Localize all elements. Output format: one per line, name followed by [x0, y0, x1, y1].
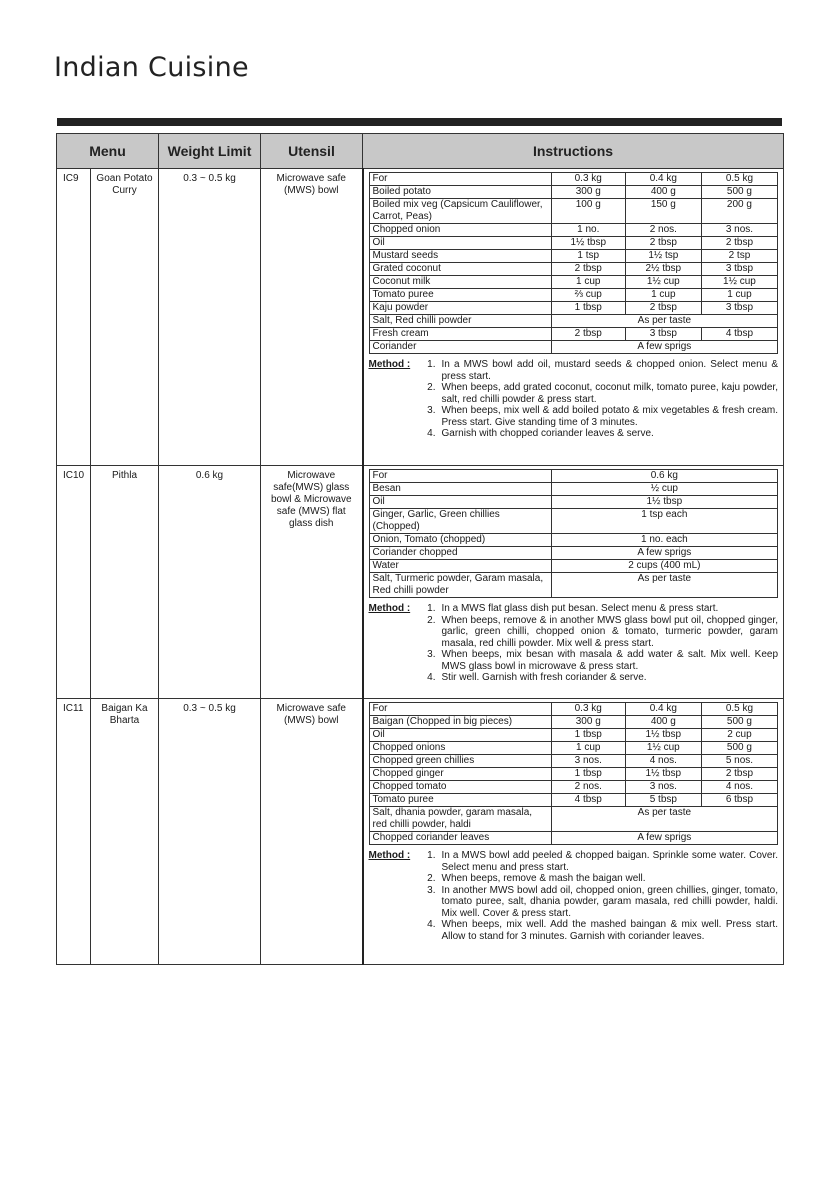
- method-step: [421, 405, 779, 428]
- ingredient-amount: 200 g: [701, 199, 777, 224]
- ingredient-amount: 2½ tbsp: [625, 263, 701, 276]
- method-section: [369, 603, 779, 684]
- instructions-cell: [363, 466, 784, 699]
- ingredient-row: [369, 573, 778, 598]
- ingredient-amount: 3 tbsp: [701, 263, 777, 276]
- ingredient-name: Chopped ginger: [369, 768, 551, 781]
- ingredient-row: [369, 755, 778, 768]
- header-weight-limit: Weight Limit: [159, 134, 261, 169]
- ingredient-amount: 3 tbsp: [701, 302, 777, 315]
- step-text: In a MWS flat glass dish put besan. Select menu & press start.: [441, 603, 719, 614]
- weight-limit: 0.6 kg: [159, 466, 261, 699]
- ingredient-amount: 1 tsp each: [551, 509, 777, 534]
- step-number: 1.: [427, 850, 436, 861]
- ingredient-name: Grated coconut: [369, 263, 551, 276]
- recipe-code: IC9: [57, 169, 91, 466]
- ingredient-row: [369, 496, 778, 509]
- step-number: 2.: [427, 382, 436, 393]
- ingredient-row: [369, 807, 778, 832]
- recipe-code: IC10: [57, 466, 91, 699]
- ingredient-row: [369, 509, 778, 534]
- ingredient-amount: 2 tbsp: [625, 237, 701, 250]
- step-number: 2.: [427, 614, 436, 626]
- ingredient-amount: 500 g: [701, 186, 777, 199]
- method-step: [421, 885, 779, 920]
- ingredient-row: [369, 729, 778, 742]
- method-steps: [421, 603, 779, 684]
- method-steps: [421, 850, 779, 942]
- ingredient-row: [369, 315, 778, 328]
- ingredient-amount: 1½ cup: [625, 276, 701, 289]
- ingredient-amount: 1 no.: [551, 224, 625, 237]
- ingredient-amount: 0.3 kg: [551, 703, 625, 716]
- ingredient-row: [369, 547, 778, 560]
- method-steps: [421, 359, 779, 440]
- ingredient-amount: 0.4 kg: [625, 703, 701, 716]
- ingredient-name: For: [369, 470, 551, 483]
- ingredients-table: [369, 702, 779, 845]
- ingredient-name: Chopped onions: [369, 742, 551, 755]
- step-text: When beeps, mix well. Add the mashed baingan & mix well. Press start. Allow to stand for 3 minutes. Garnish with coriander leaves.: [441, 919, 778, 942]
- ingredient-row: [369, 237, 778, 250]
- ingredient-amount: 4 nos.: [625, 755, 701, 768]
- ingredient-amount: 2 nos.: [625, 224, 701, 237]
- ingredient-amount: 2 tbsp: [701, 237, 777, 250]
- ingredient-amount: 1½ cup: [625, 742, 701, 755]
- ingredient-row: [369, 768, 778, 781]
- recipe-table: [56, 133, 784, 965]
- ingredient-name: Mustard seeds: [369, 250, 551, 263]
- ingredient-name: For: [369, 703, 551, 716]
- method-step: [421, 615, 779, 650]
- ingredient-name: Chopped tomato: [369, 781, 551, 794]
- ingredient-row: [369, 224, 778, 237]
- ingredient-row: [369, 703, 778, 716]
- ingredient-amount: 1½ tsp: [625, 250, 701, 263]
- ingredient-amount: ⅔ cup: [551, 289, 625, 302]
- step-number: 4.: [427, 428, 436, 439]
- ingredient-row: [369, 276, 778, 289]
- step-number: 3.: [427, 405, 436, 416]
- ingredient-amount: 1 cup: [551, 742, 625, 755]
- ingredient-amount: 0.5 kg: [701, 703, 777, 716]
- ingredient-name: Coriander: [369, 341, 551, 354]
- ingredient-amount: 400 g: [625, 716, 701, 729]
- recipe-name: Baigan Ka Bharta: [91, 699, 159, 965]
- step-number: 2.: [427, 873, 436, 884]
- ingredient-name: Chopped onion: [369, 224, 551, 237]
- method-step: [421, 603, 779, 615]
- ingredient-amount: 300 g: [551, 716, 625, 729]
- step-text: When beeps, add grated coconut, coconut milk, tomato puree, kaju powder, salt, red chilli powder & press start.: [441, 382, 778, 405]
- method-step: [421, 382, 779, 405]
- ingredient-name: Water: [369, 560, 551, 573]
- ingredient-amount: 2 cup: [701, 729, 777, 742]
- ingredient-amount: 2 nos.: [551, 781, 625, 794]
- instructions-cell: [363, 699, 784, 965]
- ingredient-amount: 500 g: [701, 742, 777, 755]
- ingredient-amount: 6 tbsp: [701, 794, 777, 807]
- method-step: [421, 359, 779, 382]
- step-number: 4.: [427, 672, 436, 683]
- step-number: 3.: [427, 884, 436, 896]
- ingredient-row: [369, 186, 778, 199]
- ingredient-row: [369, 716, 778, 729]
- ingredient-name: Oil: [369, 237, 551, 250]
- ingredient-amount: 1 cup: [551, 276, 625, 289]
- ingredient-row: [369, 483, 778, 496]
- ingredient-amount: As per taste: [551, 807, 777, 832]
- ingredient-row: [369, 742, 778, 755]
- recipe-row: [57, 466, 784, 699]
- method-step: [421, 649, 779, 672]
- header-divider-bar: [57, 118, 782, 126]
- ingredient-amount: 1 tbsp: [551, 729, 625, 742]
- ingredient-amount: 1½ cup: [701, 276, 777, 289]
- ingredient-name: Boiled mix veg (Capsicum Cauliflower, Carrot, Peas): [369, 199, 551, 224]
- ingredient-amount: 0.6 kg: [551, 470, 777, 483]
- method-section: [369, 359, 779, 440]
- method-step: [421, 919, 779, 942]
- step-text: When beeps, remove & in another MWS glass bowl put oil, chopped ginger, garlic, green chilli, chopped onion & tomato, turmeric powder, garam masala, red chilli powder. Mix well & press start.: [441, 614, 778, 649]
- ingredient-row: [369, 341, 778, 354]
- header-instructions: Instructions: [363, 134, 784, 169]
- ingredient-amount: 1 tbsp: [551, 302, 625, 315]
- ingredient-row: [369, 199, 778, 224]
- ingredient-amount: As per taste: [551, 573, 777, 598]
- ingredient-amount: A few sprigs: [551, 341, 777, 354]
- ingredient-name: For: [369, 173, 551, 186]
- ingredient-amount: 4 tbsp: [551, 794, 625, 807]
- ingredients-table: [369, 172, 779, 354]
- weight-limit: 0.3 ~ 0.5 kg: [159, 699, 261, 965]
- ingredient-amount: 150 g: [625, 199, 701, 224]
- utensil: Microwave safe (MWS) bowl: [261, 699, 363, 965]
- ingredient-row: [369, 328, 778, 341]
- ingredient-amount: 3 nos.: [551, 755, 625, 768]
- ingredient-amount: 1 no. each: [551, 534, 777, 547]
- method-label: Method :: [368, 850, 411, 861]
- ingredient-amount: 0.4 kg: [625, 173, 701, 186]
- step-text: In a MWS bowl add peeled & chopped baigan. Sprinkle some water. Cover. Select menu and press start.: [441, 850, 778, 873]
- ingredient-name: Besan: [369, 483, 551, 496]
- ingredient-name: Kaju powder: [369, 302, 551, 315]
- recipe-name: Goan Potato Curry: [91, 169, 159, 466]
- ingredient-amount: 5 tbsp: [625, 794, 701, 807]
- ingredient-row: [369, 560, 778, 573]
- recipe-row: [57, 699, 784, 965]
- step-text: In a MWS bowl add oil, mustard seeds & chopped onion. Select menu & press start.: [441, 359, 778, 382]
- step-number: 1.: [427, 359, 436, 370]
- ingredient-name: Oil: [369, 496, 551, 509]
- header-menu: Menu: [57, 134, 159, 169]
- recipe-row: [57, 169, 784, 466]
- ingredient-amount: 1½ tbsp: [625, 768, 701, 781]
- header-utensil: Utensil: [261, 134, 363, 169]
- ingredient-row: [369, 794, 778, 807]
- ingredient-name: Chopped coriander leaves: [369, 832, 551, 845]
- method-label: Method :: [368, 603, 411, 614]
- ingredient-amount: 2 tbsp: [551, 328, 625, 341]
- ingredient-amount: 100 g: [551, 199, 625, 224]
- ingredient-name: Fresh cream: [369, 328, 551, 341]
- ingredient-amount: 2 tbsp: [625, 302, 701, 315]
- ingredient-amount: 500 g: [701, 716, 777, 729]
- ingredient-amount: 3 nos.: [625, 781, 701, 794]
- ingredient-row: [369, 832, 778, 845]
- ingredient-amount: 2 tbsp: [551, 263, 625, 276]
- method-section: [369, 850, 779, 942]
- step-number: 1.: [427, 603, 436, 614]
- method-label: Method :: [368, 359, 411, 370]
- ingredient-amount: 2 tbsp: [701, 768, 777, 781]
- ingredient-amount: 1 tsp: [551, 250, 625, 263]
- step-text: Stir well. Garnish with fresh coriander & serve.: [441, 672, 647, 683]
- ingredient-amount: 1 tbsp: [551, 768, 625, 781]
- step-number: 4.: [427, 919, 436, 930]
- ingredient-amount: 1½ tbsp: [551, 237, 625, 250]
- ingredient-amount: 400 g: [625, 186, 701, 199]
- ingredient-row: [369, 534, 778, 547]
- ingredient-amount: 4 tbsp: [701, 328, 777, 341]
- step-text: When beeps, remove & mash the baigan well.: [441, 873, 646, 884]
- ingredient-amount: 300 g: [551, 186, 625, 199]
- ingredient-row: [369, 263, 778, 276]
- table-header-row: [57, 134, 784, 169]
- ingredient-name: Tomato puree: [369, 289, 551, 302]
- ingredient-name: Baigan (Chopped in big pieces): [369, 716, 551, 729]
- ingredient-name: Oil: [369, 729, 551, 742]
- ingredient-amount: A few sprigs: [551, 832, 777, 845]
- method-step: [421, 873, 779, 885]
- ingredient-name: Tomato puree: [369, 794, 551, 807]
- ingredient-amount: A few sprigs: [551, 547, 777, 560]
- step-text: Garnish with chopped coriander leaves & serve.: [441, 428, 654, 439]
- step-text: When beeps, mix besan with masala & add water & salt. Mix well. Keep MWS glass bowl in microwave & press start.: [441, 649, 778, 672]
- ingredient-amount: 2 cups (400 mL): [551, 560, 777, 573]
- ingredient-amount: 5 nos.: [701, 755, 777, 768]
- recipe-name: Pithla: [91, 466, 159, 699]
- ingredient-row: [369, 250, 778, 263]
- page-title: Indian Cuisine: [54, 52, 249, 83]
- ingredient-amount: 1½ tbsp: [551, 496, 777, 509]
- step-text: In another MWS bowl add oil, chopped onion, green chillies, ginger, tomato, tomato puree, salt, dhania powder, garam masala, red chilli powder, haldi. Mix well. Cover & press start.: [441, 884, 778, 919]
- ingredient-name: Coriander chopped: [369, 547, 551, 560]
- ingredient-amount: 1½ tbsp: [625, 729, 701, 742]
- ingredient-amount: As per taste: [551, 315, 777, 328]
- ingredient-name: Boiled potato: [369, 186, 551, 199]
- ingredient-name: Onion, Tomato (chopped): [369, 534, 551, 547]
- method-step: [421, 672, 779, 684]
- ingredient-row: [369, 289, 778, 302]
- method-step: [421, 428, 779, 440]
- ingredient-name: Salt, Turmeric powder, Garam masala, Red chilli powder: [369, 573, 551, 598]
- ingredient-name: Chopped green chillies: [369, 755, 551, 768]
- utensil: Microwave safe(MWS) glass bowl & Microwave safe (MWS) flat glass dish: [261, 466, 363, 699]
- ingredient-amount: 2 tsp: [701, 250, 777, 263]
- step-number: 3.: [427, 649, 436, 660]
- weight-limit: 0.3 ~ 0.5 kg: [159, 169, 261, 466]
- step-text: When beeps, mix well & add boiled potato & mix vegetables & fresh cream. Press start. Give standing time of 3 minutes.: [441, 405, 778, 428]
- ingredient-name: Salt, Red chilli powder: [369, 315, 551, 328]
- recipe-code: IC11: [57, 699, 91, 965]
- ingredient-amount: 4 nos.: [701, 781, 777, 794]
- ingredient-name: Ginger, Garlic, Green chillies (Chopped): [369, 509, 551, 534]
- ingredient-amount: 3 nos.: [701, 224, 777, 237]
- ingredient-row: [369, 781, 778, 794]
- ingredient-amount: ½ cup: [551, 483, 777, 496]
- ingredient-amount: 1 cup: [701, 289, 777, 302]
- ingredient-amount: 0.3 kg: [551, 173, 625, 186]
- ingredients-table: [369, 469, 779, 598]
- ingredient-amount: 0.5 kg: [701, 173, 777, 186]
- ingredient-row: [369, 173, 778, 186]
- instructions-cell: [363, 169, 784, 466]
- ingredient-name: Coconut milk: [369, 276, 551, 289]
- ingredient-name: Salt, dhania powder, garam masala, red chilli powder, haldi: [369, 807, 551, 832]
- method-step: [421, 850, 779, 873]
- ingredient-row: [369, 470, 778, 483]
- ingredient-row: [369, 302, 778, 315]
- ingredient-amount: 1 cup: [625, 289, 701, 302]
- utensil: Microwave safe (MWS) bowl: [261, 169, 363, 466]
- ingredient-amount: 3 tbsp: [625, 328, 701, 341]
